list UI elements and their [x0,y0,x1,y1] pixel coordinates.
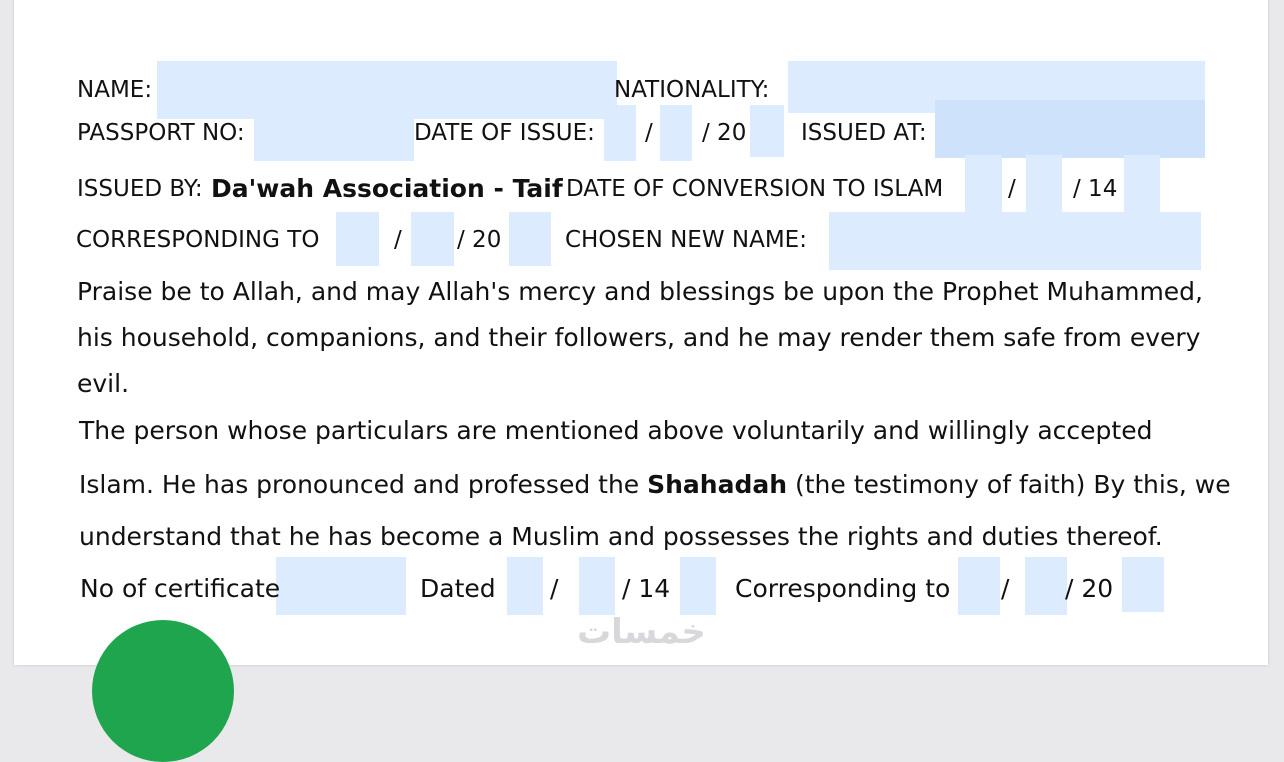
body-line-5-end: (the testimony of faith) By this, we [787,470,1231,499]
issued-at-field[interactable] [935,100,1205,158]
corr-slash: / [1001,574,1010,603]
name-label: NAME: [77,77,153,103]
conversion-slash: / [1008,176,1016,202]
corr-month-field[interactable] [1025,557,1067,615]
conversion-year-prefix: / 14 [1073,176,1118,202]
issued-by-value: Da'wah Association - Taif [211,174,563,203]
certificate-number-field[interactable] [276,557,406,615]
green-seal [92,620,234,762]
corresponding-year-prefix: / 20 [457,227,502,253]
body-line-1: Praise be to Allah, and may Allah's mercy and blessings be upon the Prophet Muhammed, [77,277,1203,306]
body-line-4: The person whose particulars are mentioned above voluntarily and willingly accepted [79,416,1153,445]
corr-day-field[interactable] [958,557,1000,615]
conversion-label: DATE OF CONVERSION TO ISLAM [566,176,944,202]
corresponding-year-field[interactable] [509,212,551,266]
issued-by-label: ISSUED BY: [77,176,203,202]
body-line-6: understand that he has become a Muslim and possesses the rights and duties thereof. [79,522,1163,551]
corresponding-label: CORRESPONDING TO [76,227,320,253]
issue-year-prefix: / 20 [702,120,747,146]
corresponding-slash: / [394,227,402,253]
issue-day-field[interactable] [604,105,636,161]
dated-year-field[interactable] [680,557,716,615]
issue-slash: / [645,120,653,146]
body-line-5-start: Islam. He has pronounced and professed the [79,470,648,499]
issue-year-field[interactable] [750,105,784,157]
nationality-label: NATIONALITY: [614,77,770,103]
certificate-page [14,0,1268,665]
corresponding-day-field[interactable] [336,212,379,266]
dated-slash: / [550,574,559,603]
body-line-3: evil. [77,369,130,398]
shahadah-term: Shahadah [647,470,788,499]
certificate-number-label: No of certificate [80,574,281,603]
issue-month-field[interactable] [660,105,692,161]
conversion-year-field[interactable] [1124,155,1160,217]
dated-label: Dated [420,574,496,603]
corr-year-prefix: / 20 [1065,574,1114,603]
body-line-5 [79,472,1231,497]
issued-at-label: ISSUED AT: [801,120,927,146]
dated-year-prefix: / 14 [622,574,671,603]
date-of-issue-label: DATE OF ISSUE: [414,120,595,146]
conversion-month-field[interactable] [1026,155,1062,213]
dated-month-field[interactable] [579,557,615,615]
corresponding-to-label: Corresponding to [735,574,951,603]
passport-field[interactable] [254,103,414,161]
new-name-field[interactable] [829,212,1201,270]
body-line-2: his household, companions, and their followers, and he may render them safe from every [77,323,1201,352]
dated-day-field[interactable] [507,557,543,615]
watermark: خمسات [577,612,706,652]
passport-label: PASSPORT NO: [77,120,245,146]
corr-year-field[interactable] [1122,557,1164,612]
new-name-label: CHOSEN NEW NAME: [565,227,807,253]
conversion-day-field[interactable] [965,155,1002,213]
corresponding-month-field[interactable] [411,212,454,266]
